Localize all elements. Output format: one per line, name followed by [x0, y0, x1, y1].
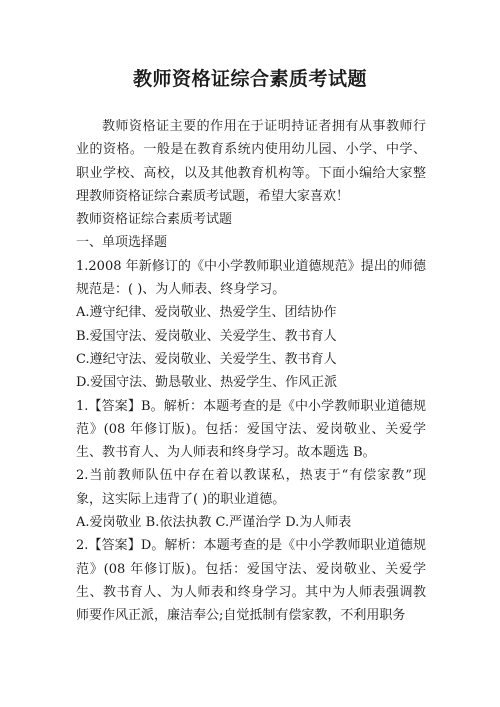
question-1-answer: 1.【答案】B。解析：本题考查的是《中小学教师职业道德规范》(08 年修订版)。包括：爱国守法、爱岗敬业、关爱学生、教书育人、为人师表和终身学习。故本题选 B。	[76, 398, 426, 461]
question-1-stem: 1.2008 年新修订的《中小学教师职业道德规范》提出的师德规范是：( )、为人师表、终身学习。	[76, 258, 426, 298]
subtitle: 教师资格证综合素质考试题	[76, 212, 233, 228]
question-1-option-b: B.爱国守法、爱岗敬业、关爱学生、教书育人	[76, 328, 337, 344]
section-heading: 一、单项选择题	[76, 235, 168, 251]
question-2-answer: 2.【答案】D。解析：本题考查的是《中小学教师职业道德规范》(08 年修订版)。包括：爱国守法、爱岗敬业、关爱学生、教书育人、为人师表和终身学习。其中为人师表强调教师要作风正派，廉洁奉公;自觉抵制有偿家教，不利用职务	[76, 538, 426, 624]
intro-paragraph: 教师资格证主要的作用在于证明持证者拥有从事教师行业的资格。一般是在教育系统内使用幼儿园、小学、中学、职业学校、高校，以及其他教育机构等。下面小编给大家整理教师资格证综合素质考试题，希望大家喜欢！	[76, 119, 426, 204]
document-body	[76, 115, 426, 628]
document-title: 教师资格证综合素质考试题	[132, 68, 367, 90]
question-2-options: A.爱岗敬业 B.依法执教 C.严谨治学 D.为人师表	[76, 515, 352, 531]
question-1-option-c: C.遵纪守法、爱岗敬业、关爱学生、教书育人	[76, 351, 337, 367]
question-2-stem: 2.当前教师队伍中存在着以教谋私，热衷于“有偿家教”现象，这实际上违背了( )的职业道德。	[76, 468, 426, 507]
question-1-option-a: A.遵守纪律、爱岗敬业、热爱学生、团结协作	[76, 305, 337, 321]
question-1-option-d: D.爱国守法、勤恳敬业、热爱学生、作风正派	[76, 375, 338, 391]
